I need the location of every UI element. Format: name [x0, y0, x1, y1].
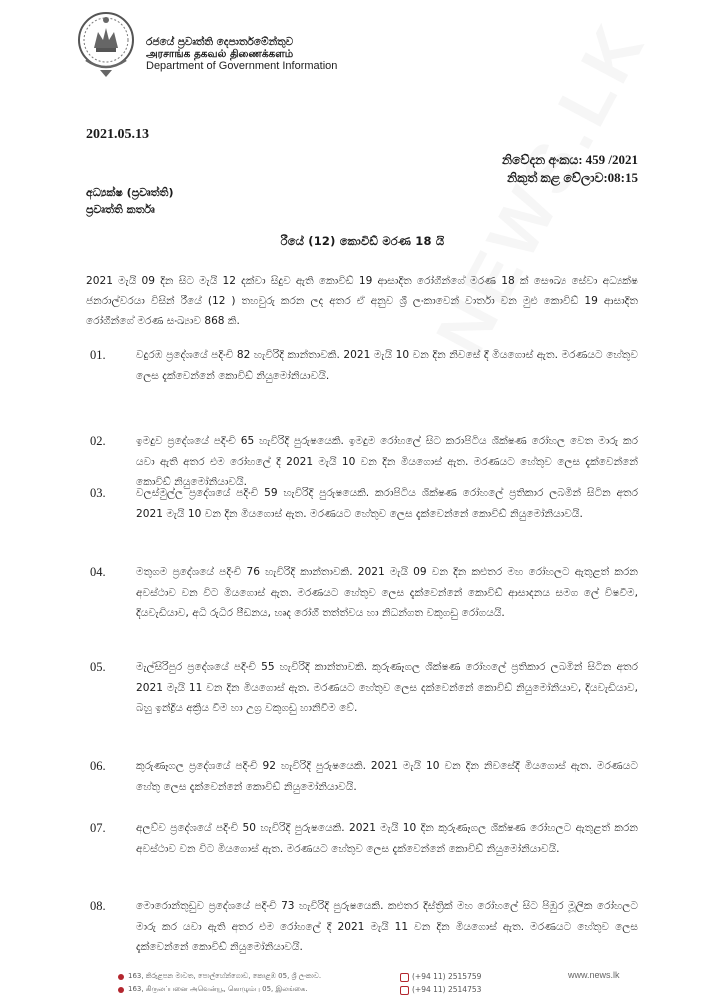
- list-item-text: වලස්මුල්ල ප්‍රදේශයේ පදිංචි 59 හැවිරිදි පුරුෂයෙකි. කරාපිටිය ශික්ෂණ රෝහලේ ප්‍රතිකාර ලබමින් සිටින අතර 2021 මැයි 10 වන දින මියගොස් ඇත. මරණයට හේතුව ලෙස දැක්වෙන්නේ කොවිඩ් නියුමෝනියාවයි.: [136, 487, 638, 520]
- page-footer: [0, 968, 725, 1000]
- list-item-number: 03.: [90, 486, 106, 500]
- footer-fax: (+94 11) 2514753: [412, 985, 482, 994]
- addressee-block: [86, 184, 174, 218]
- issue-time-label: නිකුත් කළ වේලාව:: [506, 171, 608, 185]
- footer-address: [128, 970, 321, 996]
- issue-time-value: 08:15: [607, 170, 638, 185]
- list-item-text: මතුගම ප්‍රදේශයේ පදිංචි 76 හැවිරිදි කාන්තාවකි. 2021 මැයි 09 වන දින කළුතර මහ රෝහලට ඇතුළත් කරන අවස්ථාව වන විට මියගොස් ඇත. මරණයට හේතුව ලෙස දැක්වෙන්නේ කොවිඩ් ආසාදනය සමග ලේ විෂවීම, දියවැඩියාව, අධි රුධිර පීඩනය, හෘද රෝගී තත්ත්වය හා නිධන්ගත වකුගඩු රෝගයයි.: [136, 566, 638, 619]
- list-item-text: ඉමදුව ප්‍රදේශයේ පදිංචි 65 හැවිරිදි පුරුෂයෙකි. ඉමදුම රෝහලේ සිට කරාපිටිය ශික්ෂණ රෝහල වෙත මාරු කර යවා ඇති අතර එම රෝහලේ දී 2021 මැයි 10 වන දින මියගොස් ඇත. මරණයට හේතුව ලෙස දැක්වෙන්නේ කොවිඩ් නියුමෝනියාවයි.: [136, 435, 638, 488]
- footer-phone-line: [400, 970, 481, 983]
- address-bullet-icon: [118, 974, 124, 980]
- list-item-number: 06.: [90, 759, 106, 773]
- list-item-text: මැල්සිරිපුර ප්‍රදේශයේ පදිංචි 55 හැවිරිදි කාන්තාවකි. කුරුණෑගල ශික්ෂණ රෝහලේ ප්‍රතිකාර ලබමින් සිටින අතර 2021 මැයි 11 වන දින මියගොස් ඇත. මරණයට හේතුව ලෙස දක්වෙන්නේ කොවිඩ් නියුමෝනියාව, දියවැඩියාව, බහු ඉන්ද්‍රිය අක්‍රිය වීම හා උග්‍ර වකුගඩු හානිවීම වේ.: [136, 661, 638, 714]
- list-item-text: වදුරඹ ප්‍රදේශයේ පදිංචි 82 හැවිරිදි කාන්තාවකි. 2021 මැයි 10 වන දින නිවසේ දී මියගොස් ඇත. මරණයට හේතුව ලෙස දැක්වෙන්නේ කොවිඩ් නියුමෝනියාවයි.: [136, 349, 638, 382]
- footer-phone: (+94 11) 2515759: [412, 972, 482, 981]
- department-name-block: [146, 36, 337, 72]
- fax-icon: [400, 986, 409, 995]
- list-item-number: 07.: [90, 821, 106, 835]
- list-item-number: 01.: [90, 348, 106, 362]
- list-item-text: අලව්ව ප්‍රදේශයේ පදිංචි 50 හැවිරිදි පුරුෂයෙකි. 2021 මැයි 10 දින කුරුණෑගල ශික්ෂණ රෝහලට ඇතුළත් කරන අවස්ථාව වන විට මියගොස් ඇත. මරණයට හේතුව ලෙස දැක්වෙන්නේ කොවිඩ් නියුමෝනියාවයි.: [136, 822, 638, 855]
- document-title: රීයේ (12) කොවිඩ් මරණ 18 යි: [280, 234, 445, 248]
- release-number-value: 459 /2021: [585, 152, 638, 167]
- sri-lanka-emblem-icon: [76, 10, 136, 78]
- dept-name-english: Department of Government Information: [146, 60, 338, 72]
- list-item-number: 08.: [90, 899, 106, 913]
- list-item-number: 02.: [90, 434, 106, 448]
- footer-contacts: [400, 970, 481, 996]
- address-bullet-icon: [118, 987, 124, 993]
- list-item-text: කුරුණෑගල ප්‍රදේශයේ පදිංචි 92 හැවිරිදි පුරුෂයෙකි. 2021 මැයි 10 වන දින නිවසේදී මියගොස් ඇත. මරණයට හේතු ලෙස දැක්වෙන්නේ කොවිඩ් නියුමෝනියාවයි.: [136, 760, 638, 793]
- footer-address-tamil: 163, கிருலப்பனை அவென்யூ, கொழும்பு 05, இலங்கை.: [128, 985, 308, 993]
- dept-name-tamil: அரசாங்க தகவல் திணைக்களம்: [146, 48, 294, 60]
- footer-fax-line: [400, 983, 481, 996]
- footer-address-sinhala: 163, කිරුළපන මාවත, පොල්හේන්ගොඩ, කොළඹ 05, ශ්‍රී ලංකාව.: [128, 972, 322, 980]
- footer-website[interactable]: www.news.lk: [568, 970, 620, 980]
- release-number-label: නිවේදන අංකය:: [501, 153, 583, 167]
- list-item-text: මොරොන්තුඩුව ප්‍රදේශයේ පදිංචි 73 හැවිරිදි පුරුෂයෙකි. කළුතර දිස්ත්‍රික් මහ රෝහලේ සිට පිඹුර මූලික රෝහලට මාරු කර යවා ඇති අතර එම රෝහලේ දී 2021 මැයි 11 වන දින මියගොස් ඇත. මරණයට හේතුව ලෙස දැක්වෙන්නේ කොවිඩ් නියුමෝනියාවයි.: [136, 900, 638, 953]
- addressee-line-2: ප්‍රවෘත්ති කර්තෘ: [86, 203, 155, 216]
- addressee-line-1: අධ්‍යක්ෂ (ප්‍රවෘත්ති): [86, 186, 174, 199]
- list-item-number: 05.: [90, 660, 106, 674]
- intro-paragraph: 2021 මැයි 09 දින සිට මැයි 12 දක්වා සිදුව ඇති කොවිඩ් 19 ආසාදිත රෝගීන්ගේ මරණ 18 ක් සෞඛ්‍ය සේවා අධ්‍යක්ෂ ජනරාල්වරයා විසින් රීයේ (12 ) තහවුරු කරන ලද අතර ඒ අනුව ශ්‍රී ලංකාවෙන් වාර්තා වන මුළු කොවිඩ් 19 ආසාදිත රෝගීන්ගේ මරණ සංඛ්‍යාව 868 කි.: [86, 275, 638, 327]
- dept-name-sinhala: රජයේ ප්‍රවෘත්ති දෙපාර්තමේන්තුව: [146, 36, 294, 48]
- list-item-number: 04.: [90, 565, 106, 579]
- release-date: 2021.05.13: [86, 127, 149, 142]
- phone-icon: [400, 973, 409, 982]
